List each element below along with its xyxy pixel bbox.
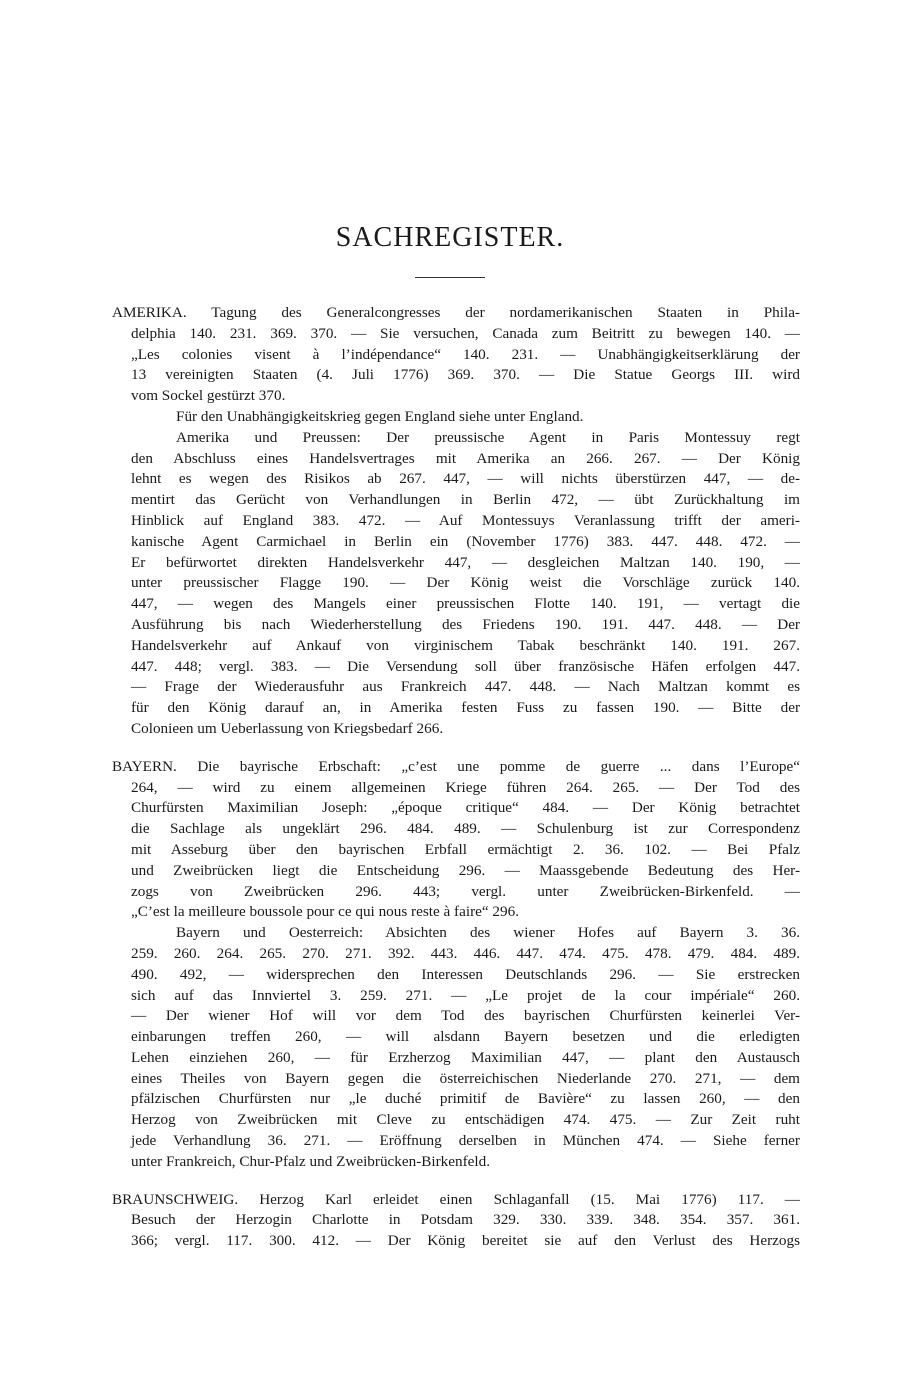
entry-line: 13 vereinigten Staaten (4. Juli 1776) 369. 370. — Die Statue Georgs III. wird: [131, 366, 800, 384]
entry-line: Handelsverkehr auf Ankauf von virginischem Tabak beschränkt 140. 191. 267.: [131, 636, 800, 654]
entry-line: Ausführung bis nach Wiederherstellung des Friedens 190. 191. 447. 448. — Der: [131, 615, 800, 633]
entry-line: 490. 492, — widersprechen den Interessen Deutschlands 296. — Sie erstrecken: [131, 965, 800, 983]
entry-line: mentirt das Gerücht von Verhandlungen in Berlin 472, — übt Zurückhaltung im: [131, 491, 800, 509]
entry-line: jede Verhandlung 36. 271. — Eröffnung derselben in München 474. — Siehe ferner: [131, 1132, 800, 1150]
entry-line: Colonieen um Ueberlassung von Kriegsbedarf 266.: [131, 719, 444, 737]
entry-line: den Abschluss eines Handelsvertrages mit Amerika an 266. 267. — Der König: [131, 449, 800, 467]
entry-line: lehnt es wegen des Risikos ab 267. 447, — will nichts überstürzen 447, — de-: [131, 470, 800, 488]
entry-line: Churfürsten Maximilian Joseph: „époque critique“ 484. — Der König betrachtet: [131, 799, 800, 817]
entry-line: pfälzischen Churfürsten nur „le duché primitif de Bavière“ zu lassen 260, — den: [131, 1090, 800, 1108]
entry-line: Bayern und Oesterreich: Absichten des wiener Hofes auf Bayern 3. 36.: [176, 924, 800, 942]
entry-line: delphia 140. 231. 369. 370. — Sie versuchen, Canada zum Beitritt zu bewegen 140. —: [131, 324, 800, 342]
entry-line: AMERIKA. Tagung des Generalcongresses der nordamerikanischen Staaten in Phila-: [112, 304, 800, 321]
entry-line: 366; vergl. 117. 300. 412. — Der König bereitet sie auf den Verlust des Herzogs: [131, 1232, 800, 1250]
entry-line: unter preussischer Flagge 190. — Der König weist die Vorschläge zurück 140.: [131, 574, 800, 592]
register-entry-amerika: [112, 303, 800, 740]
entry-line: eines Theiles von Bayern gegen die österreichischen Niederlande 270. 271, — dem: [131, 1069, 800, 1087]
entry-line: „C’est la meilleure boussole pour ce qui nous reste à faire“ 296.: [131, 903, 519, 921]
title-divider: [415, 277, 485, 278]
entry-line: vom Sockel gestürzt 370.: [131, 387, 286, 405]
register-entry-braunschweig: [112, 1190, 800, 1252]
entry-line: kanische Agent Carmichael in Berlin ein (November 1776) 383. 447. 448. 472. —: [131, 532, 800, 550]
entry-line: einbarungen treffen 260, — will alsdann Bayern besetzen und die erledigten: [131, 1028, 800, 1046]
entry-line: — Frage der Wiederausfuhr aus Frankreich 447. 448. — Nach Maltzan kommt es: [131, 678, 800, 696]
entry-line: 259. 260. 264. 265. 270. 271. 392. 443. 446. 447. 474. 475. 478. 479. 484. 489.: [131, 944, 800, 962]
entry-line: Herzog von Zweibrücken mit Cleve zu entschädigen 474. 475. — Zur Zeit ruht: [131, 1111, 800, 1129]
entry-line: BRAUNSCHWEIG. Herzog Karl erleidet einen Schlaganfall (15. Mai 1776) 117. —: [112, 1190, 800, 1208]
entry-line: Besuch der Herzogin Charlotte in Potsdam 329. 330. 339. 348. 354. 357. 361.: [131, 1211, 800, 1229]
register-entry-bayern: [112, 757, 800, 1173]
entry-line: — Der wiener Hof will vor dem Tod des bayrischen Churfürsten keinerlei Ver-: [131, 1007, 800, 1025]
register-entries: [112, 303, 800, 1269]
entry-line: Für den Unabhängigkeitskrieg gegen England siehe unter England.: [176, 407, 584, 425]
entry-line: sich auf das Innviertel 3. 259. 271. — „Le projet de la cour impériale“ 260.: [131, 986, 800, 1004]
entry-line: zogs von Zweibrücken 296. 443; vergl. unter Zweibrücken-Birkenfeld. —: [131, 882, 800, 900]
entry-line: Lehen einziehen 260, — für Erzherzog Maximilian 447, — plant den Austausch: [131, 1048, 800, 1066]
entry-line: Er befürwortet direkten Handelsverkehr 447, — desgleichen Maltzan 140. 190, —: [131, 553, 800, 571]
page-title: SACHREGISTER.: [335, 222, 565, 253]
entry-line: für den König darauf an, in Amerika festen Fuss zu fassen 190. — Bitte der: [131, 699, 800, 717]
entry-line: mit Asseburg über den bayrischen Erbfall ermächtigt 2. 36. 102. — Bei Pfalz: [131, 840, 800, 858]
entry-line: 447. 448; vergl. 383. — Die Versendung soll über französische Häfen erfolgen 447.: [131, 657, 800, 675]
entry-line: die Sachlage als ungeklärt 296. 484. 489. — Schulenburg ist zur Correspondenz: [131, 820, 800, 838]
entry-line: 264, — wird zu einem allgemeinen Kriege führen 264. 265. — Der Tod des: [131, 778, 800, 796]
entry-line: BAYERN. Die bayrische Erbschaft: „c’est une pomme de guerre ... dans l’Europe“: [112, 757, 800, 775]
entry-line: und Zweibrücken liegt die Entscheidung 296. — Maassgebende Bedeutung des Her-: [131, 861, 800, 879]
entry-line: unter Frankreich, Chur-Pfalz und Zweibrücken-Birkenfeld.: [131, 1152, 491, 1170]
entry-line: Amerika und Preussen: Der preussische Agent in Paris Montessuy regt: [176, 428, 800, 446]
entry-line: 447, — wegen des Mangels einer preussischen Flotte 140. 191, — vertagt die: [131, 595, 800, 613]
entry-line: „Les colonies visent à l’indépendance“ 140. 231. — Unabhängigkeitserklärung der: [131, 345, 800, 363]
entry-line: Hinblick auf England 383. 472. — Auf Montessuys Veranlassung trifft der ameri-: [131, 511, 800, 529]
